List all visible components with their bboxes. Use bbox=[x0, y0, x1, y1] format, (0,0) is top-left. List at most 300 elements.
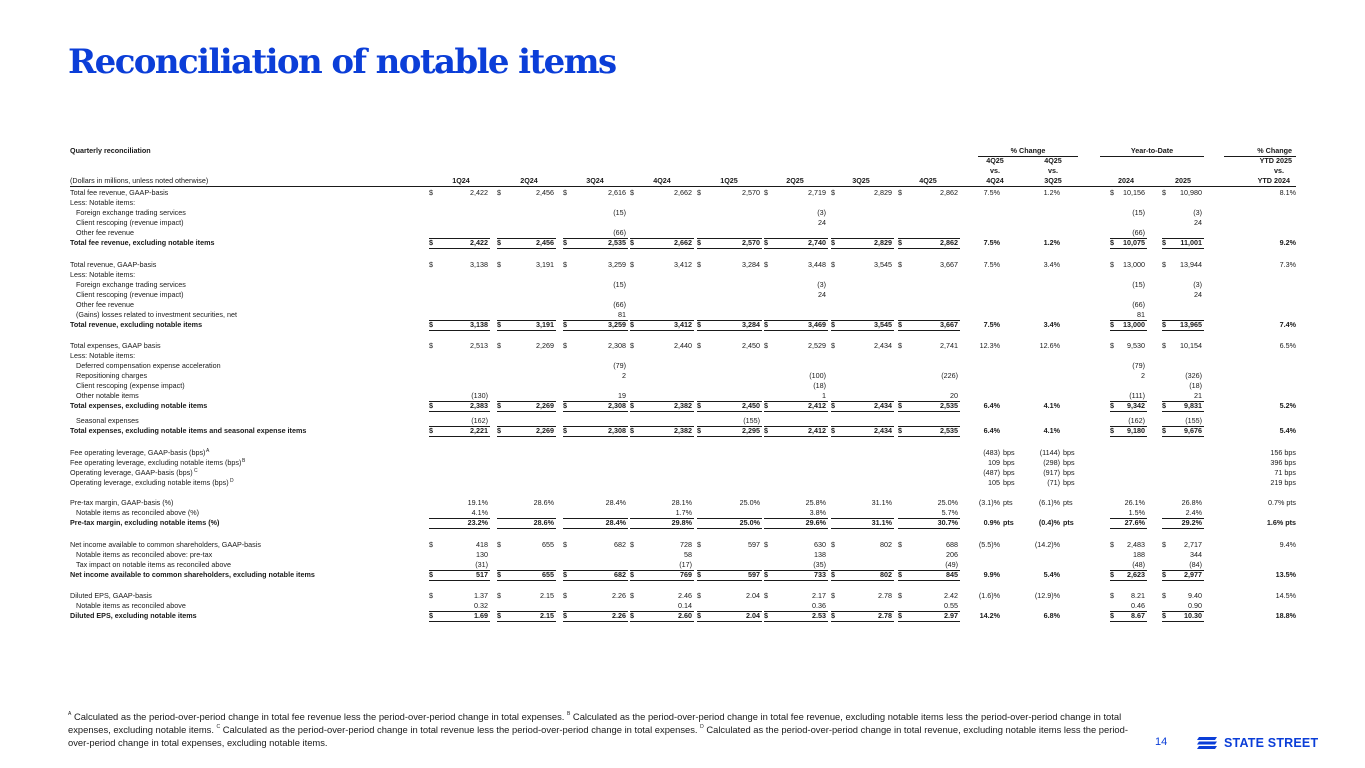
ytd-value-cell: 10,980 bbox=[1180, 188, 1202, 197]
table-row bbox=[0, 218, 1365, 228]
ytd-value-cell: 9,342 bbox=[1127, 401, 1145, 410]
cell-underline bbox=[1162, 411, 1204, 412]
quarter-value-cell: 81 bbox=[618, 309, 626, 319]
change-value-cell: 9.9% bbox=[983, 569, 1000, 579]
quarter-value-cell: 682 bbox=[614, 569, 626, 579]
change-value-cell: 1.2% bbox=[1043, 188, 1060, 197]
change-unit: bps bbox=[1003, 447, 1015, 457]
quarter-value-cell: 0.32 bbox=[474, 601, 488, 610]
row-label: Seasonal expenses bbox=[76, 416, 139, 425]
cell-underline bbox=[1162, 248, 1204, 249]
row-label: Notable items as reconciled above bbox=[76, 601, 186, 610]
change-value-cell: (483) bbox=[983, 447, 1000, 457]
ytd-value-cell: 10,156 bbox=[1123, 188, 1145, 197]
currency-symbol: $ bbox=[764, 569, 768, 579]
currency-symbol: $ bbox=[764, 188, 768, 197]
quarter-value-cell: 25.0% bbox=[937, 498, 958, 507]
currency-symbol: $ bbox=[429, 341, 433, 350]
ytd-value-cell: (18) bbox=[1189, 381, 1202, 390]
ytd-value-cell: (15) bbox=[1132, 208, 1145, 217]
currency-symbol: $ bbox=[831, 611, 835, 620]
units-label: (Dollars in millions, unless noted otherwise) bbox=[70, 176, 209, 185]
ytd-value-cell: 13,000 bbox=[1123, 259, 1145, 269]
quarter-value-cell: 206 bbox=[946, 549, 958, 559]
ytd-change-cell: 219 bps bbox=[1270, 477, 1296, 487]
quarter-value-cell: 2,269 bbox=[536, 341, 554, 350]
currency-symbol: $ bbox=[563, 426, 567, 435]
cell-underline bbox=[429, 528, 490, 529]
currency-symbol: $ bbox=[898, 238, 902, 247]
table-row bbox=[0, 426, 1365, 436]
row-label: Operating leverage, excluding notable items (bps) bbox=[70, 477, 229, 487]
cell-underline bbox=[1162, 528, 1204, 529]
change-value-cell: 1.2% bbox=[1043, 238, 1060, 247]
ytd-value-cell: 2,483 bbox=[1127, 539, 1145, 549]
currency-symbol: $ bbox=[697, 539, 701, 549]
quarter-value-cell: 2,434 bbox=[874, 401, 892, 410]
currency-symbol: $ bbox=[898, 188, 902, 197]
ytd-change-cell: 14.5% bbox=[1275, 591, 1296, 600]
cell-underline bbox=[764, 248, 828, 249]
change-value-cell: 0.9% bbox=[983, 518, 1000, 527]
quarter-value-cell: (3) bbox=[817, 279, 826, 289]
currency-symbol: $ bbox=[697, 401, 701, 410]
cell-underline bbox=[630, 580, 694, 581]
currency-symbol: $ bbox=[497, 188, 501, 197]
quarter-value-cell: (66) bbox=[613, 299, 626, 309]
page-title: Reconciliation of notable items bbox=[68, 42, 616, 82]
table-row bbox=[0, 508, 1365, 518]
cell-underline bbox=[497, 436, 556, 437]
ytd-header: Year-to-Date bbox=[1130, 146, 1174, 155]
ytd-value-cell: 24 bbox=[1194, 289, 1202, 299]
cell-underline bbox=[831, 528, 894, 529]
currency-symbol: $ bbox=[1162, 341, 1166, 350]
currency-symbol: $ bbox=[1162, 569, 1166, 579]
quarter-value-cell: 28.1% bbox=[671, 498, 692, 507]
cell-underline bbox=[898, 621, 960, 622]
currency-symbol: $ bbox=[429, 238, 433, 247]
change-unit: pts bbox=[1003, 498, 1013, 507]
currency-symbol: $ bbox=[697, 341, 701, 350]
row-label: Pre-tax margin, excluding notable items (%) bbox=[70, 518, 220, 527]
change-value-cell: 12.6% bbox=[1039, 341, 1060, 350]
table-header-row-2 bbox=[0, 156, 1365, 166]
table-row bbox=[0, 238, 1365, 248]
currency-symbol: $ bbox=[764, 591, 768, 600]
quarter-value-cell: 2,829 bbox=[874, 188, 892, 197]
currency-symbol: $ bbox=[630, 539, 634, 549]
table-row bbox=[0, 611, 1365, 621]
quarter-value-cell: 2.15 bbox=[540, 591, 554, 600]
quarter-value-cell: 3,667 bbox=[940, 259, 958, 269]
table-row bbox=[0, 591, 1365, 601]
currency-symbol: $ bbox=[1162, 259, 1166, 269]
currency-symbol: $ bbox=[630, 591, 634, 600]
change-unit: bps bbox=[1063, 457, 1075, 467]
ytd-change-cell: 6.5% bbox=[1279, 341, 1296, 350]
quarter-value-cell: (66) bbox=[613, 228, 626, 237]
quarter-value-cell: 3,412 bbox=[674, 259, 692, 269]
quarter-value-cell: 2,513 bbox=[470, 341, 488, 350]
change-value-cell: (6.1)% bbox=[1038, 498, 1060, 507]
ytd-value-cell: (66) bbox=[1132, 299, 1145, 309]
cell-underline bbox=[1110, 580, 1147, 581]
table-row bbox=[0, 401, 1365, 411]
ytd-value-cell: 0.90 bbox=[1188, 601, 1202, 610]
ytd-change-cell: 9.2% bbox=[1279, 238, 1296, 247]
row-label: Total expenses, excluding notable items bbox=[70, 401, 208, 410]
quarter-value-cell: 3,284 bbox=[742, 259, 760, 269]
currency-symbol: $ bbox=[898, 401, 902, 410]
quarter-value-cell: 24 bbox=[818, 289, 826, 299]
change-unit: bps bbox=[1003, 457, 1015, 467]
footnote-c-text: Calculated as the period-over-period change in total revenue less the period-over-period change in total expenses. bbox=[220, 723, 701, 735]
table-row bbox=[0, 208, 1365, 218]
quarter-value-cell: 2,450 bbox=[742, 341, 760, 350]
ytd-change-cell: 156 bps bbox=[1270, 447, 1296, 457]
currency-symbol: $ bbox=[898, 319, 902, 329]
cell-underline bbox=[898, 436, 960, 437]
col-1q25: 1Q25 bbox=[720, 176, 738, 185]
ytd-change-cell: 5.2% bbox=[1279, 401, 1296, 410]
quarter-value-cell: 3,191 bbox=[536, 259, 554, 269]
cell-underline bbox=[764, 436, 828, 437]
quarter-value-cell: 2.04 bbox=[746, 591, 760, 600]
currency-symbol: $ bbox=[630, 401, 634, 410]
cell-underline bbox=[497, 248, 556, 249]
quarter-value-cell: 2,382 bbox=[674, 426, 692, 435]
currency-symbol: $ bbox=[630, 238, 634, 247]
currency-symbol: $ bbox=[497, 426, 501, 435]
cell-underline bbox=[1110, 330, 1147, 331]
cell-underline bbox=[563, 621, 628, 622]
cell-underline bbox=[497, 528, 556, 529]
quarter-value-cell: 2.26 bbox=[612, 611, 626, 620]
cell-underline bbox=[697, 580, 762, 581]
ytd-change-cell: 9.4% bbox=[1279, 539, 1296, 549]
quarter-value-cell: 845 bbox=[946, 569, 958, 579]
footnote bbox=[68, 711, 1138, 749]
row-label: Less: Notable items: bbox=[70, 269, 136, 279]
ytd-value-cell: 81 bbox=[1137, 309, 1145, 319]
ytd-value-cell: 344 bbox=[1190, 549, 1202, 559]
change-value-cell: 3.4% bbox=[1043, 319, 1060, 329]
row-label: Diluted EPS, excluding notable items bbox=[70, 611, 197, 620]
cell-underline bbox=[831, 621, 894, 622]
col-chg2-line2: vs. bbox=[1048, 166, 1058, 175]
row-label-footnote-mark: D bbox=[230, 477, 234, 484]
state-street-logo-mark-icon bbox=[1196, 736, 1218, 750]
ytd-value-cell: 2 bbox=[1141, 371, 1145, 380]
quarter-value-cell: (79) bbox=[613, 361, 626, 370]
currency-symbol: $ bbox=[764, 539, 768, 549]
ytd-value-cell: (111) bbox=[1129, 391, 1145, 400]
currency-symbol: $ bbox=[1110, 319, 1114, 329]
quarter-value-cell: 0.55 bbox=[944, 601, 958, 610]
table-row bbox=[0, 371, 1365, 381]
currency-symbol: $ bbox=[764, 319, 768, 329]
currency-symbol: $ bbox=[429, 259, 433, 269]
quarter-value-cell: 2.15 bbox=[540, 611, 554, 620]
cell-underline bbox=[429, 248, 490, 249]
currency-symbol: $ bbox=[831, 539, 835, 549]
cell-underline bbox=[697, 528, 762, 529]
quarter-value-cell: 2,295 bbox=[742, 426, 760, 435]
currency-symbol: $ bbox=[497, 319, 501, 329]
ytd-value-cell: 21 bbox=[1194, 391, 1202, 400]
quarter-value-cell: 2,662 bbox=[674, 188, 692, 197]
ytd-value-cell: 26.1% bbox=[1124, 498, 1145, 507]
change-unit: bps bbox=[1063, 467, 1075, 477]
quarter-value-cell: (31) bbox=[475, 559, 488, 569]
quarter-value-cell: 2,450 bbox=[742, 401, 760, 410]
cell-underline bbox=[429, 580, 490, 581]
cell-underline bbox=[898, 330, 960, 331]
ytd-value-cell: (15) bbox=[1132, 279, 1145, 289]
row-label: Deferred compensation expense acceleration bbox=[76, 361, 221, 370]
cell-underline bbox=[1110, 248, 1147, 249]
quarter-value-cell: 682 bbox=[614, 539, 626, 549]
currency-symbol: $ bbox=[831, 426, 835, 435]
currency-symbol: $ bbox=[429, 401, 433, 410]
change-value-cell: 3.4% bbox=[1043, 259, 1060, 269]
currency-symbol: $ bbox=[697, 569, 701, 579]
quarter-value-cell: 3,138 bbox=[470, 319, 488, 329]
cell-underline bbox=[563, 411, 628, 412]
table-row bbox=[0, 601, 1365, 611]
quarter-value-cell: 2.26 bbox=[612, 591, 626, 600]
table-row bbox=[0, 341, 1365, 351]
ytd-value-cell: 0.46 bbox=[1131, 601, 1145, 610]
quarter-value-cell: 2,535 bbox=[608, 238, 626, 247]
row-label: Less: Notable items: bbox=[70, 198, 136, 207]
currency-symbol: $ bbox=[831, 591, 835, 600]
cell-underline bbox=[497, 411, 556, 412]
cell-underline bbox=[1110, 528, 1147, 529]
quarter-value-cell: 597 bbox=[748, 539, 760, 549]
quarter-value-cell: 20 bbox=[950, 391, 958, 400]
currency-symbol: $ bbox=[697, 238, 701, 247]
quarter-value-cell: 2.42 bbox=[944, 591, 958, 600]
row-label: Repositioning charges bbox=[76, 371, 148, 380]
quarter-value-cell: 2.04 bbox=[746, 611, 760, 620]
table-row bbox=[0, 498, 1365, 508]
quarter-value-cell: 2.46 bbox=[678, 591, 692, 600]
currency-symbol: $ bbox=[764, 401, 768, 410]
currency-symbol: $ bbox=[697, 591, 701, 600]
ytd-value-cell: 2.4% bbox=[1185, 508, 1202, 517]
cell-underline bbox=[630, 621, 694, 622]
ytd-value-cell: (155) bbox=[1185, 416, 1202, 425]
quarter-value-cell: 19.1% bbox=[467, 498, 488, 507]
col-ytd-2025: 2025 bbox=[1175, 176, 1191, 185]
currency-symbol: $ bbox=[429, 188, 433, 197]
quarter-value-cell: 2,535 bbox=[940, 401, 958, 410]
ytd-value-cell: (3) bbox=[1193, 208, 1202, 217]
ytd-value-cell: (162) bbox=[1128, 416, 1145, 425]
col-ytd-2024: 2024 bbox=[1118, 176, 1134, 185]
currency-symbol: $ bbox=[831, 401, 835, 410]
col-ytdchg-line3: YTD 2024 bbox=[1257, 176, 1290, 185]
table-row bbox=[0, 570, 1365, 580]
page-number: 14 bbox=[1155, 736, 1168, 748]
quarter-value-cell: 630 bbox=[814, 539, 826, 549]
ytd-change-cell: 396 bps bbox=[1270, 457, 1296, 467]
currency-symbol: $ bbox=[563, 591, 567, 600]
table-row bbox=[0, 270, 1365, 280]
cell-underline bbox=[429, 436, 490, 437]
quarter-value-cell: 30.7% bbox=[937, 518, 958, 527]
ytd-change-cell: 1.6% pts bbox=[1266, 518, 1296, 527]
quarter-value-cell: 2 bbox=[622, 371, 626, 380]
currency-symbol: $ bbox=[697, 611, 701, 620]
quarter-value-cell: 28.4% bbox=[605, 498, 626, 507]
quarter-value-cell: 23.2% bbox=[467, 518, 488, 527]
quarter-value-cell: 517 bbox=[476, 569, 488, 579]
cell-underline bbox=[497, 580, 556, 581]
cell-underline bbox=[764, 411, 828, 412]
quarter-value-cell: (15) bbox=[613, 208, 626, 217]
quarter-value-cell: 2,456 bbox=[536, 188, 554, 197]
cell-underline bbox=[563, 528, 628, 529]
table-row bbox=[0, 280, 1365, 290]
quarter-value-cell: 138 bbox=[814, 549, 826, 559]
ytd-value-cell: (84) bbox=[1189, 559, 1202, 569]
cell-underline bbox=[630, 248, 694, 249]
cell-underline bbox=[831, 248, 894, 249]
footnote-d-mark: D bbox=[700, 723, 704, 730]
change-value-cell: (14.2)% bbox=[1034, 539, 1060, 549]
quarter-value-cell: 2,740 bbox=[808, 238, 826, 247]
quarter-value-cell: 2,529 bbox=[808, 341, 826, 350]
row-label: Operating leverage, GAAP-basis (bps) bbox=[70, 467, 193, 477]
state-street-logo bbox=[1196, 733, 1318, 753]
currency-symbol: $ bbox=[497, 591, 501, 600]
currency-symbol: $ bbox=[697, 319, 701, 329]
row-label: Other fee revenue bbox=[76, 299, 134, 309]
table-row bbox=[0, 320, 1365, 330]
currency-symbol: $ bbox=[764, 238, 768, 247]
cell-underline bbox=[497, 330, 556, 331]
quarter-value-cell: (15) bbox=[613, 279, 626, 289]
currency-symbol: $ bbox=[1162, 319, 1166, 329]
quarter-value-cell: 24 bbox=[818, 218, 826, 227]
currency-symbol: $ bbox=[898, 611, 902, 620]
quarter-value-cell: 2,221 bbox=[470, 426, 488, 435]
footnote-a-mark: A bbox=[68, 711, 72, 717]
currency-symbol: $ bbox=[630, 569, 634, 579]
row-label: Total expenses, excluding notable items and seasonal expense items bbox=[70, 426, 307, 435]
currency-symbol: $ bbox=[630, 426, 634, 435]
footnote-a-text: Calculated as the period-over-period change in total fee revenue less the period-over-period change in total expenses. bbox=[71, 711, 567, 722]
currency-symbol: $ bbox=[898, 426, 902, 435]
cell-underline bbox=[697, 436, 762, 437]
ytd-value-cell: 11,001 bbox=[1180, 238, 1202, 247]
quarter-value-cell: 28.6% bbox=[533, 498, 554, 507]
change-value-cell: 5.4% bbox=[1043, 569, 1060, 579]
cell-underline bbox=[563, 330, 628, 331]
quarter-value-cell: 2.97 bbox=[944, 611, 958, 620]
currency-symbol: $ bbox=[429, 611, 433, 620]
row-label: Diluted EPS, GAAP-basis bbox=[70, 591, 152, 600]
col-4q25: 4Q25 bbox=[919, 176, 937, 185]
currency-symbol: $ bbox=[630, 188, 634, 197]
quarter-value-cell: (18) bbox=[813, 381, 826, 390]
change-unit: bps bbox=[1003, 467, 1015, 477]
table-row bbox=[0, 478, 1365, 488]
table-row bbox=[0, 228, 1365, 238]
quarter-value-cell: 3,284 bbox=[742, 319, 760, 329]
ytd-value-cell: 27.6% bbox=[1124, 518, 1145, 527]
col-chg1-line3: 4Q24 bbox=[986, 176, 1004, 185]
quarter-value-cell: 3.8% bbox=[809, 508, 826, 517]
currency-symbol: $ bbox=[1110, 238, 1114, 247]
currency-symbol: $ bbox=[563, 539, 567, 549]
ytd-change-cell: 7.4% bbox=[1279, 319, 1296, 329]
ytd-value-cell: 24 bbox=[1194, 218, 1202, 227]
change-value-cell: 109 bbox=[988, 457, 1000, 467]
row-label: Other notable items bbox=[76, 391, 139, 400]
cell-underline bbox=[1110, 411, 1147, 412]
change-value-cell: (3.1)% bbox=[978, 498, 1000, 507]
currency-symbol: $ bbox=[497, 259, 501, 269]
quarter-value-cell: 2,829 bbox=[874, 238, 892, 247]
table-row bbox=[0, 468, 1365, 478]
ytd-value-cell: 188 bbox=[1133, 549, 1145, 559]
table-row bbox=[0, 448, 1365, 458]
currency-symbol: $ bbox=[1162, 426, 1166, 435]
col-chg1-line1: 4Q25 bbox=[986, 156, 1004, 165]
row-label: Other fee revenue bbox=[76, 228, 134, 237]
change-value-cell: 6.8% bbox=[1043, 611, 1060, 620]
currency-symbol: $ bbox=[1110, 341, 1114, 350]
row-label: Total expenses, GAAP basis bbox=[70, 341, 161, 350]
table-row bbox=[0, 198, 1365, 208]
cell-underline bbox=[429, 621, 490, 622]
quarter-value-cell: 3,448 bbox=[808, 259, 826, 269]
quarter-value-cell: 3,138 bbox=[470, 259, 488, 269]
cell-underline bbox=[697, 248, 762, 249]
change-value-cell: (71) bbox=[1047, 477, 1060, 487]
change-value-cell: (5.5)% bbox=[978, 539, 1000, 549]
quarter-value-cell: 2,422 bbox=[470, 238, 488, 247]
table-header-row-4 bbox=[0, 176, 1365, 186]
cell-underline bbox=[898, 248, 960, 249]
currency-symbol: $ bbox=[630, 611, 634, 620]
cell-underline bbox=[898, 580, 960, 581]
change-value-cell: 6.4% bbox=[983, 426, 1000, 435]
currency-symbol: $ bbox=[898, 259, 902, 269]
currency-symbol: $ bbox=[697, 426, 701, 435]
table-row bbox=[0, 361, 1365, 371]
currency-symbol: $ bbox=[764, 259, 768, 269]
quarter-value-cell: 5.7% bbox=[941, 508, 958, 517]
currency-symbol: $ bbox=[563, 319, 567, 329]
change-value-cell: 105 bbox=[988, 477, 1000, 487]
cell-underline bbox=[630, 528, 694, 529]
ytd-value-cell: 8.67 bbox=[1131, 611, 1145, 620]
quarter-value-cell: 2,308 bbox=[608, 401, 626, 410]
row-label: Client rescoping (expense impact) bbox=[76, 381, 185, 390]
ytd-value-cell: 9.40 bbox=[1188, 591, 1202, 600]
quarter-value-cell: 2,570 bbox=[742, 238, 760, 247]
col-4q24: 4Q24 bbox=[653, 176, 671, 185]
quarter-value-cell: (162) bbox=[471, 416, 488, 425]
cell-underline bbox=[630, 330, 694, 331]
ytd-value-cell: (79) bbox=[1132, 361, 1145, 370]
table-row bbox=[0, 416, 1365, 426]
